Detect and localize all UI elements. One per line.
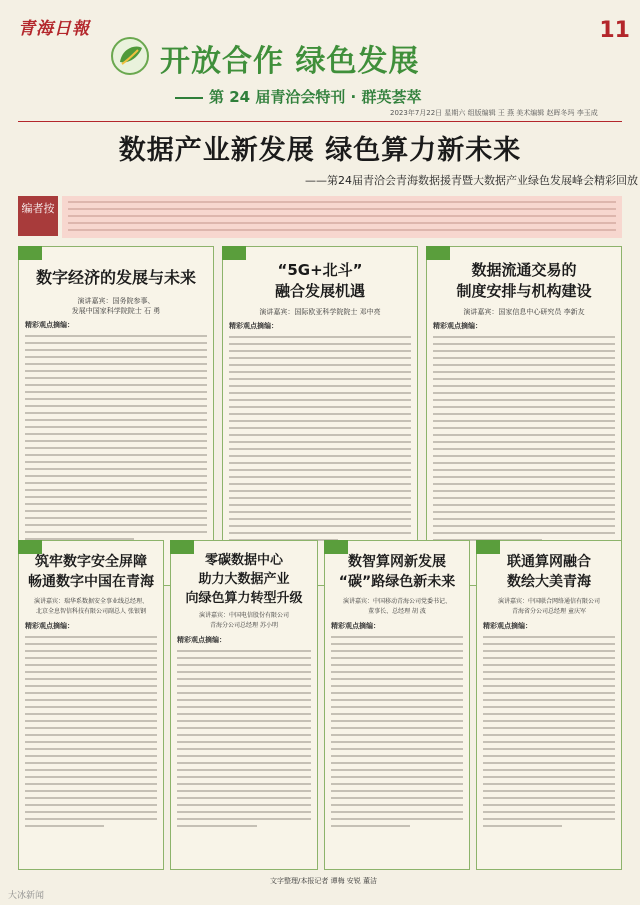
dateline: 2023年7月22日 星期六 组版编辑 王 燕 美术编辑 赵晖冬玛 李玉成 bbox=[390, 109, 598, 117]
editor-note-badge: 编者按 bbox=[18, 196, 58, 236]
highlights-label: 精彩观点摘编： bbox=[177, 636, 226, 644]
speaker-line: 青海分公司总经理 苏小明 bbox=[210, 622, 278, 629]
special-edition-text: 第 24 届青洽会特刊 · 群英荟萃 bbox=[209, 88, 422, 106]
article-card-6 bbox=[324, 540, 470, 870]
card-corner-tab bbox=[476, 540, 500, 554]
speaker-line: 演讲嘉宾：瑞华系数据安全事业线总经理、 bbox=[33, 598, 148, 605]
article-card-2 bbox=[222, 246, 418, 586]
article-title: 数智算网新发展 bbox=[348, 554, 446, 570]
card-corner-tab bbox=[18, 246, 42, 260]
speaker-line: 演讲嘉宾：国际欧亚科学院院士 邓中亮 bbox=[259, 308, 381, 316]
article-title: 零碳数据中心 bbox=[204, 553, 283, 568]
article-body bbox=[325, 636, 469, 827]
special-edition-title bbox=[175, 86, 421, 107]
highlights-label: 精彩观点摘编： bbox=[25, 321, 74, 329]
article-title: 畅通数字中国在青海 bbox=[28, 574, 154, 590]
watermark: 大冰新闻 bbox=[8, 891, 45, 901]
speaker-line: 演讲嘉宾：国务院参事、 bbox=[77, 297, 155, 305]
speaker-line: 演讲嘉宾：中国电信股份有限公司 bbox=[198, 612, 289, 619]
highlights-label: 精彩观点摘编： bbox=[433, 322, 482, 330]
green-leaf-logo-icon bbox=[110, 36, 150, 76]
article-title: 筑牢数字安全屏障 bbox=[35, 554, 147, 570]
article-body bbox=[19, 335, 213, 540]
header-rule bbox=[18, 121, 622, 122]
highlights-label: 精彩观点摘编： bbox=[229, 322, 278, 330]
editor-note-text-block bbox=[62, 196, 622, 238]
article-body bbox=[223, 336, 417, 541]
footer-credit: 文字整理/本报记者 谭梅 安锐 董洁 bbox=[270, 877, 378, 885]
article-title: 融合发展机遇 bbox=[274, 282, 365, 300]
article-card-4 bbox=[18, 540, 164, 870]
card-corner-tab bbox=[170, 540, 194, 554]
section-kicker: 开放合作 绿色发展 bbox=[160, 44, 420, 79]
speaker-line: 演讲嘉宾：中国移动青海公司党委书记、 bbox=[342, 598, 451, 605]
speaker-line: 发展中国家科学院院士 石 勇 bbox=[71, 307, 161, 315]
article-card-7 bbox=[476, 540, 622, 870]
highlights-label: 精彩观点摘编： bbox=[25, 622, 74, 630]
article-title: 数据流通交易的 bbox=[471, 261, 577, 279]
page-subheadline: ——第24届青洽会青海数据援青暨大数据产业绿色发展峰会精彩回放 bbox=[305, 174, 638, 187]
masthead: 青海日報 bbox=[18, 19, 90, 39]
article-title: 制度安排与机构建设 bbox=[456, 282, 592, 300]
article-card-1 bbox=[18, 246, 214, 586]
article-title: “5G+北斗” bbox=[277, 261, 363, 279]
speaker-line: 青海省分公司总经理 童庆军 bbox=[512, 608, 586, 615]
card-corner-tab bbox=[426, 246, 450, 260]
article-title: “碳”路绿色新未来 bbox=[338, 574, 456, 590]
article-body bbox=[477, 636, 621, 827]
article-body bbox=[427, 336, 621, 541]
page-headline: 数据产业新发展 绿色算力新未来 bbox=[118, 135, 522, 166]
article-body bbox=[171, 650, 317, 827]
article-card-5 bbox=[170, 540, 318, 870]
article-body bbox=[19, 636, 163, 827]
speaker-line: 董事长、总经理 胡 波 bbox=[368, 608, 426, 615]
article-title: 助力大数据产业 bbox=[198, 572, 290, 587]
speaker-line: 北京全息智信科技有限公司副总人 张银钢 bbox=[36, 608, 146, 615]
article-title: 联通算网融合 bbox=[507, 554, 591, 570]
card-corner-tab bbox=[18, 540, 42, 554]
speaker-line: 演讲嘉宾：中国联合网络通信有限公司 bbox=[497, 598, 600, 605]
highlights-label: 精彩观点摘编： bbox=[483, 622, 532, 630]
article-title: 数字经济的发展与未来 bbox=[35, 268, 196, 287]
card-corner-tab bbox=[324, 540, 348, 554]
article-title: 数绘大美青海 bbox=[507, 574, 591, 590]
speaker-line: 演讲嘉宾：国家信息中心研究员 李新友 bbox=[463, 308, 585, 316]
page-number: 11 bbox=[599, 18, 630, 43]
card-corner-tab bbox=[222, 246, 246, 260]
article-card-3 bbox=[426, 246, 622, 586]
article-title: 向绿色算力转型升级 bbox=[185, 591, 303, 606]
highlights-label: 精彩观点摘编： bbox=[331, 622, 380, 630]
